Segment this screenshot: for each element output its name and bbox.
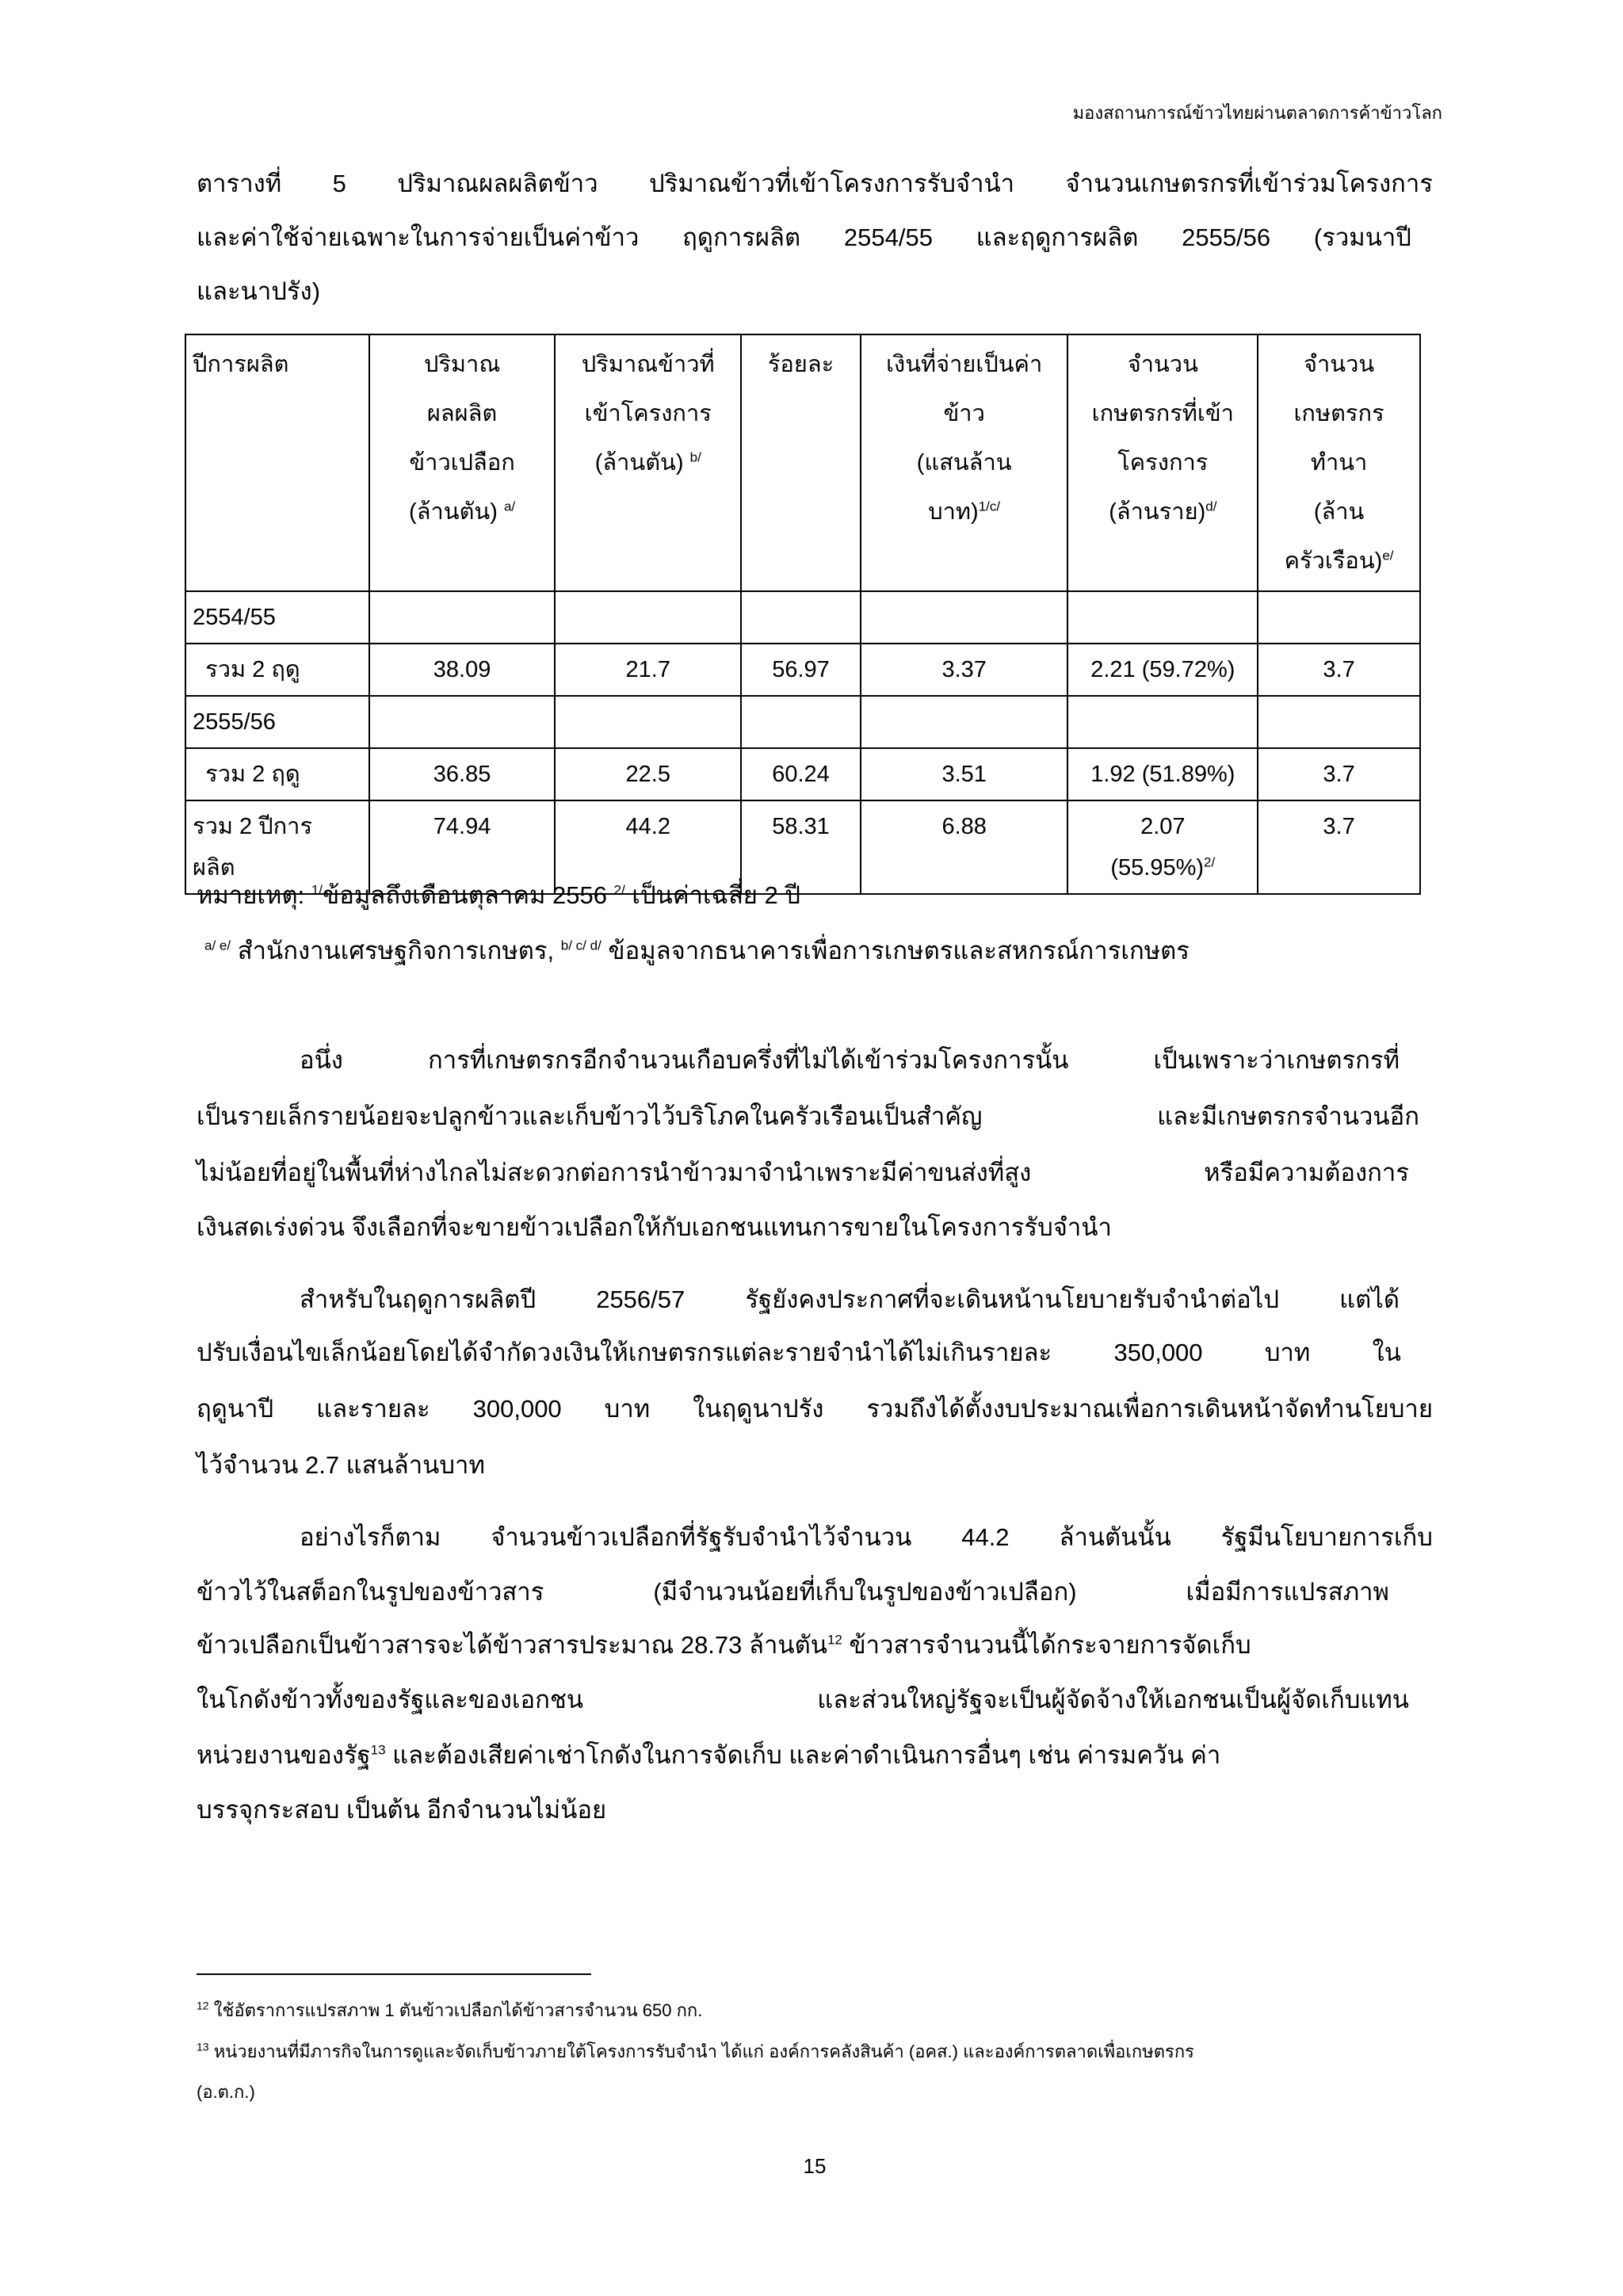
paragraph-line: ข้าวเปลือกเป็นข้าวสารจะได้ข้าวสารประมาณ 28.73 ล้านตัน$^{12}$ ข้าวสารจำนวนนี้ได้กระจายการจัดเก็บ [197, 1631, 1251, 1659]
cell: 2.07 $(55.95\%)^{2/}$ [1067, 800, 1258, 894]
paragraph-line: ฤดูนาปี และรายละ 300,000 บาท ในฤดูนาปรัง รวมถึงได้ตั้งงบประมาณเพื่อการเดินหน้าจัดทำนโยบาย [197, 1395, 1433, 1423]
cell [555, 591, 741, 644]
paragraph-line: ไว้จำนวน 2.7 แสนล้านบาท [197, 1451, 485, 1479]
cell: 21.7 [555, 644, 741, 696]
footnote-ref-12[interactable]: 12 [827, 1632, 842, 1648]
header-pledged-quantity: ปริมาณข้าวที่ เข้าโครงการ (ล้านตัน) $^{b/}$ [555, 334, 741, 591]
cell: 3.51 [861, 748, 1068, 800]
row-label: รวม 2 ฤดู [185, 748, 369, 800]
cell [861, 591, 1068, 644]
table-row [185, 748, 1420, 800]
paragraph-line: ไม่น้อยที่อยู่ในพื้นที่ห่างไกลไม่สะดวกต่อการนำข้าวมาจำนำเพราะมีค่าขนส่งที่สูง หรือมีความต้องการ [197, 1159, 1409, 1186]
cell: 44.2 [555, 800, 741, 894]
paragraph-line: เงินสดเร่งด่วน จึงเลือกที่จะขายข้าวเปลือกให้กับเอกชนแทนการขายในโครงการรับจำนำ [197, 1213, 1112, 1241]
header-percent: ร้อยละ [741, 334, 861, 591]
table-note: หมายเหตุ: $^{1/}$ข้อมูลถึงเดือนตุลาคม 2556 $^{2/}$ เป็นค่าเฉลี่ย 2 ปี [197, 881, 801, 909]
cell: 60.24 [741, 748, 861, 800]
header-year: ปีการผลิต [185, 334, 369, 591]
footnote-13: $^{13}$ หน่วยงานที่มีภารกิจในการดูและจัดเก็บข้าวภายใต้โครงการรับจำนำ ได้แก่ องค์การคลังสินค้า (อคส.) และองค์การตลาดเพื่อเกษตรกร [197, 2040, 1194, 2061]
table-caption-line: และค่าใช้จ่ายเฉพาะในการจ่ายเป็นค่าข้าว ฤดูการผลิต 2554/55 และฤดูการผลิต 2555/56 (รวมนาปี [197, 223, 1411, 251]
table-row [185, 644, 1420, 696]
paragraph-line: หน่วยงานของรัฐ$^{13}$ และต้องเสียค่าเช่าโกดังในการจัดเก็บ และค่าดำเนินการอื่นๆ เช่น ค่ารมควัน ค่า [197, 1741, 1221, 1769]
cell: 56.97 [741, 644, 861, 696]
header-farming-households: จำนวน เกษตรกร ทำนา (ล้าน ครัวเรือน)$^{e/}$ [1258, 334, 1420, 591]
footnote-12: $^{12}$ ใช้อัตราการแปรสภาพ 1 ตันข้าวเปลือกได้ข้าวสารจำนวน 650 กก. [197, 1999, 703, 2020]
cell [741, 696, 861, 748]
page-number: 15 [803, 2154, 827, 2178]
footnote-divider [197, 1973, 591, 1975]
cell [1067, 591, 1258, 644]
cell [1258, 591, 1420, 644]
cell: 3.7 [1258, 800, 1420, 894]
cell: 58.31 [741, 800, 861, 894]
footnote-ref-13[interactable]: 13 [370, 1742, 386, 1758]
table-caption-line: และนาปรัง) [197, 277, 321, 305]
paragraph-line: บรรจุกระสอบ เป็นต้น อีกจำนวนไม่น้อย [197, 1796, 607, 1824]
table-source: $^{a/ e/}$ สำนักงานเศรษฐกิจการเกษตร, $^{b/ c/ d/}$ ข้อมูลจากธนาคารเพื่อการเกษตรและสหกรณ์การเกษตร [204, 937, 1190, 965]
rice-pledging-table [185, 334, 1421, 895]
row-label: 2555/56 [185, 696, 369, 748]
paragraph-line: ข้าวไว้ในสต็อกในรูปของข้าวสาร (มีจำนวนน้อยที่เก็บในรูปของข้าวเปลือก) เมื่อมีการแปรสภาพ [197, 1578, 1389, 1606]
footnote-13-cont: (อ.ต.ก.) [197, 2082, 255, 2102]
header-payment: เงินที่จ่ายเป็นค่า ข้าว (แสนล้าน บาท)$^{1/c/}$ [861, 334, 1068, 591]
paragraph-line: ในโกดังข้าวทั้งของรัฐและของเอกชน และส่วนใหญ่รัฐจะเป็นผู้จัดจ้างให้เอกชนเป็นผู้จัดเก็บแทน [197, 1686, 1409, 1713]
row-label: รวม 2 ปีการ ผลิต [185, 800, 369, 894]
cell: 22.5 [555, 748, 741, 800]
cell: 3.7 [1258, 644, 1420, 696]
cell [369, 696, 556, 748]
table-header-row [185, 334, 1420, 591]
row-label: 2554/55 [185, 591, 369, 644]
cell [1067, 696, 1258, 748]
cell: 3.7 [1258, 748, 1420, 800]
header-production: ปริมาณ ผลผลิต ข้าวเปลือก (ล้านตัน) $^{a/}$ [369, 334, 556, 591]
table-row [185, 696, 1420, 748]
table-row [185, 591, 1420, 644]
cell: 3.37 [861, 644, 1068, 696]
paragraph-line: อย่างไรก็ตาม จำนวนข้าวเปลือกที่รัฐรับจำนำไว้จำนวน 44.2 ล้านตันนั้น รัฐมีนโยบายการเก็บ [300, 1523, 1433, 1551]
cell [555, 696, 741, 748]
cell: 38.09 [369, 644, 556, 696]
cell [861, 696, 1068, 748]
cell: 1.92 (51.89%) [1067, 748, 1258, 800]
table-caption-line: ตารางที่ 5 ปริมาณผลผลิตข้าว ปริมาณข้าวที่เข้าโครงการรับจำนำ จำนวนเกษตรกรที่เข้าร่วมโครงการ [197, 170, 1433, 197]
cell: 74.94 [369, 800, 556, 894]
cell: 6.88 [861, 800, 1068, 894]
row-label: รวม 2 ฤดู [185, 644, 369, 696]
cell [741, 591, 861, 644]
paragraph-line: ปรับเงื่อนไขเล็กน้อยโดยได้จำกัดวงเงินให้เกษตรกรแต่ละรายจำนำได้ไม่เกินรายละ 350,000 บาท ใน [197, 1339, 1401, 1366]
running-header: มองสถานการณ์ข้าวไทยผ่านตลาดการค้าข้าวโลก [1072, 103, 1442, 123]
paragraph-line: อนึ่ง การที่เกษตรกรอีกจำนวนเกือบครึ่งที่ไม่ได้เข้าร่วมโครงการนั้น เป็นเพราะว่าเกษตรกรที่ [300, 1046, 1400, 1074]
cell: 36.85 [369, 748, 556, 800]
cell [1258, 696, 1420, 748]
cell [369, 591, 556, 644]
paragraph-line: สำหรับในฤดูการผลิตปี 2556/57 รัฐยังคงประกาศที่จะเดินหน้านโยบายรับจำนำต่อไป แต่ได้ [300, 1286, 1400, 1313]
cell: 2.21 (59.72%) [1067, 644, 1258, 696]
header-participating-farmers: จำนวน เกษตรกรที่เข้า โครงการ (ล้านราย)$^{d/}$ [1067, 334, 1258, 591]
paragraph-line: เป็นรายเล็กรายน้อยจะปลูกข้าวและเก็บข้าวไว้บริโภคในครัวเรือนเป็นสำคัญ และมีเกษตรกรจำนวนอีก [197, 1102, 1419, 1130]
